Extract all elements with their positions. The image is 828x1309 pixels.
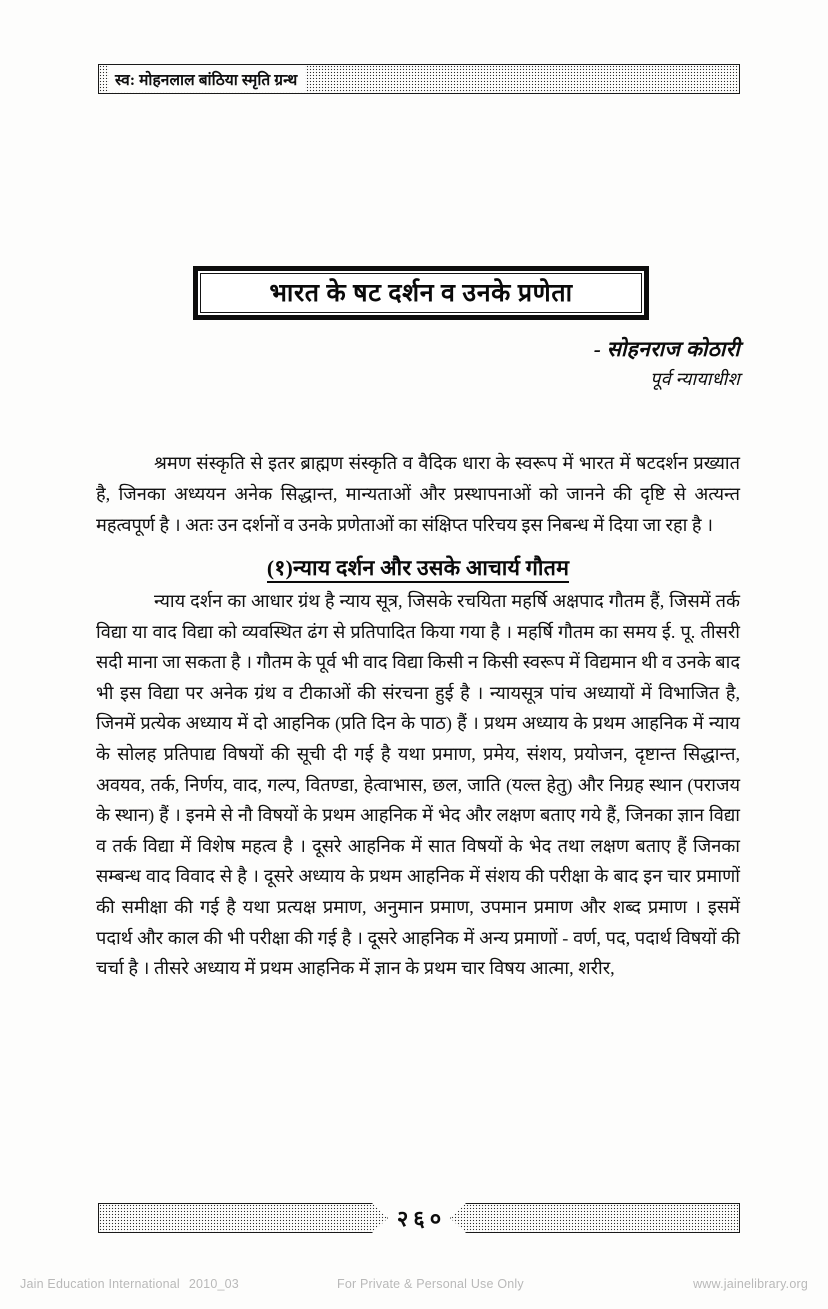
scan-footer-org: Jain Education International (20, 1277, 180, 1291)
article-title-plate (193, 266, 649, 320)
scan-footer-year: 2010_03 (188, 1277, 239, 1291)
running-header-bar (98, 64, 740, 94)
section-paragraph: न्याय दर्शन का आधार ग्रंथ है न्याय सूत्र, जिसके रचयिता महर्षि अक्षपाद गौतम हैं, जिसमें तर्क विद्या या वाद विद्या को व्यवस्थित ढंग से प्रतिपादित किया गया है । महर्षि गौतम का समय ई. पू. तीसरी सदी माना जा सकता है । गौतम के पूर्व भी वाद विद्या किसी न किसी स्वरूप में विद्यमान थी व उनके बाद भी इस विद्या पर अनेक ग्रंथ व टीकाओं की संरचना हुई है । न्यायसूत्र पांच अध्यायों में विभाजित है, जिनमें प्रत्येक अध्याय में दो आहनिक (प्रति दिन के पाठ) हैं । प्रथम अध्याय के प्रथम आहनिक में न्याय के सोलह प्रतिपाद्य विषयों की सूची दी गई है यथा प्रमाण, प्रमेय, संशय, प्रयोजन, दृष्टान्त सिद्धान्त, अवयव, तर्क, निर्णय, वाद, गल्प, वितण्डा, हेत्वाभास, छल, जाति (यल्त हेतु) और निग्रह स्थान (पराजय के स्थान) हैं । इनमे से नौ विषयों के प्रथम आहनिक में भेद और लक्षण बताए गये हैं, जिनका ज्ञान विद्या व तर्क विद्या में विशेष महत्व है । दूसरे आहनिक में सात विषयों के भेद तथा लक्षण बताए हैं जिनका सम्बन्ध वाद विवाद से है । दूसरे अध्याय के प्रथम आहनिक में संशय की परीक्षा के बाद इन चार प्रमाणों की समीक्षा की गई है यथा प्रत्यक्ष प्रमाण, अनुमान प्रमाण, उपमान प्रमाण और शब्द प्रमाण । इसमें पदार्थ और काल की भी परीक्षा की गई है । दूसरे आहनिक में अन्य प्रमाणों - वर्ण, पद, पदार्थ विषयों की चर्चा है । तीसरे अध्याय में प्रथम आहनिक में ज्ञान के प्रथम चार विषय आत्मा, शरीर, (96, 591, 740, 979)
scan-footer-website: www.jainelibrary.org (693, 1277, 808, 1291)
byline (594, 336, 740, 391)
body-text-block (96, 448, 740, 984)
article-title-plate-inner (200, 273, 642, 313)
section-heading (96, 553, 740, 582)
scan-footer-usage-notice: For Private & Personal Use Only (337, 1277, 524, 1291)
byline-role: पूर्व न्यायाधीश (650, 369, 740, 390)
page-number: २६० (396, 1206, 447, 1231)
scan-footer (0, 1272, 828, 1296)
scan-footer-left (20, 1277, 239, 1291)
section-heading-text: (१)न्याय दर्शन और उसके आचार्य गौतम (267, 556, 569, 583)
running-header-title: स्व: मोहनलाल बांठिया स्मृति ग्रन्थ (109, 65, 305, 92)
intro-paragraph: श्रमण संस्कृति से इतर ब्राह्मण संस्कृति व वैदिक धारा के स्वरूप में भारत में षटदर्शन प्रख्यात है, जिनका अध्ययन अनेक सिद्धान्त, मान्यताओं और प्रस्थापनाओं को जानने की दृष्टि से अत्यन्त महत्वपूर्ण है । अतः उन दर्शनों व उनके प्रणेताओं का संक्षिप्त परिचय इस निबन्ध में दिया जा रहा है । (96, 453, 740, 535)
footer-page-band (98, 1203, 740, 1233)
page-title: भारत के षट दर्शन व उनके प्रणेता (269, 279, 573, 307)
byline-author: - सोहनराज कोठारी (593, 337, 740, 361)
